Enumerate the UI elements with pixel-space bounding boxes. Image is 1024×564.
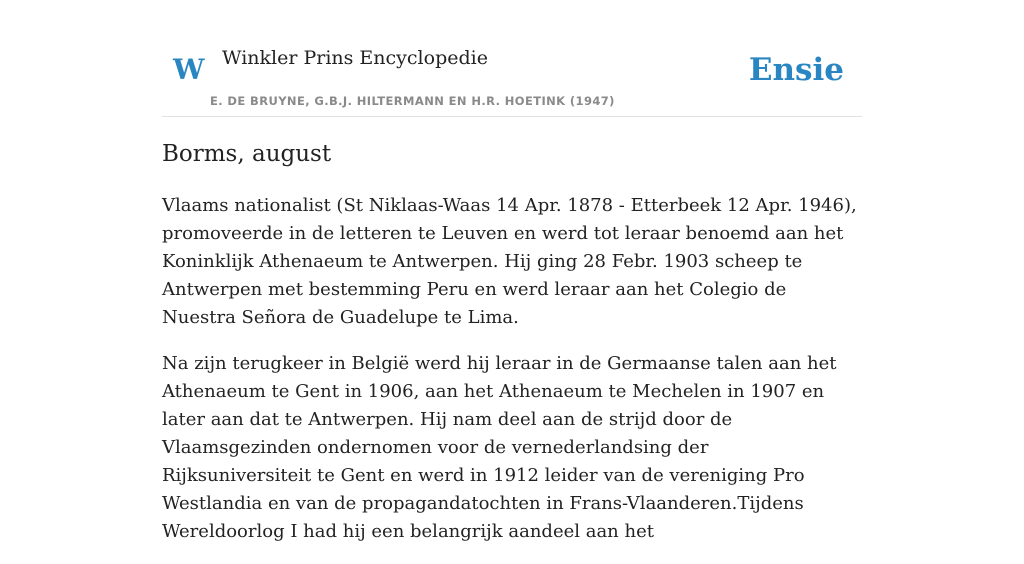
ensie-logo[interactable]: Ensie (748, 52, 844, 88)
entry-paragraph: Na zijn terugkeer in België werd hij leraar in de Germaanse talen aan het Athenaeum te Gent in 1906, aan het Athenaeum te Mechelen in 1907 en later aan dat te Antwerpen. Hij nam deel aan de strijd door de Vlaamsgezinden ondernomen voor de vernederlandsing der Rijksuniversiteit te Gent en werd in 1912 leider van de vereniging Pro Westlandia en van de propagandatochten in Frans-Vlaanderen.Tijdens Wereldoorlog I had hij een belangrijk aandeel aan het (162, 353, 837, 542)
entry-body (162, 192, 862, 564)
encyclopedia-header (162, 0, 862, 117)
entry-title: Borms, august (162, 141, 332, 167)
winkler-prins-logo[interactable]: W (173, 53, 205, 86)
source-authors: E. DE BRUYNE, G.B.J. HILTERMANN EN H.R. HOETINK (1947) (210, 94, 615, 108)
source-title[interactable]: Winkler Prins Encyclopedie (222, 47, 488, 69)
entry-paragraph: Vlaams nationalist (St Niklaas-Waas 14 Apr. 1878 - Etterbeek 12 Apr. 1946), promoveerde in de letteren te Leuven en werd tot leraar benoemd aan het Koninklijk Athenaeum te Antwerpen. Hij ging 28 Febr. 1903 scheep te Antwerpen met bestemming Peru en werd leraar aan het Colegio de Nuestra Señora de Guadelupe te Lima. (162, 195, 857, 328)
